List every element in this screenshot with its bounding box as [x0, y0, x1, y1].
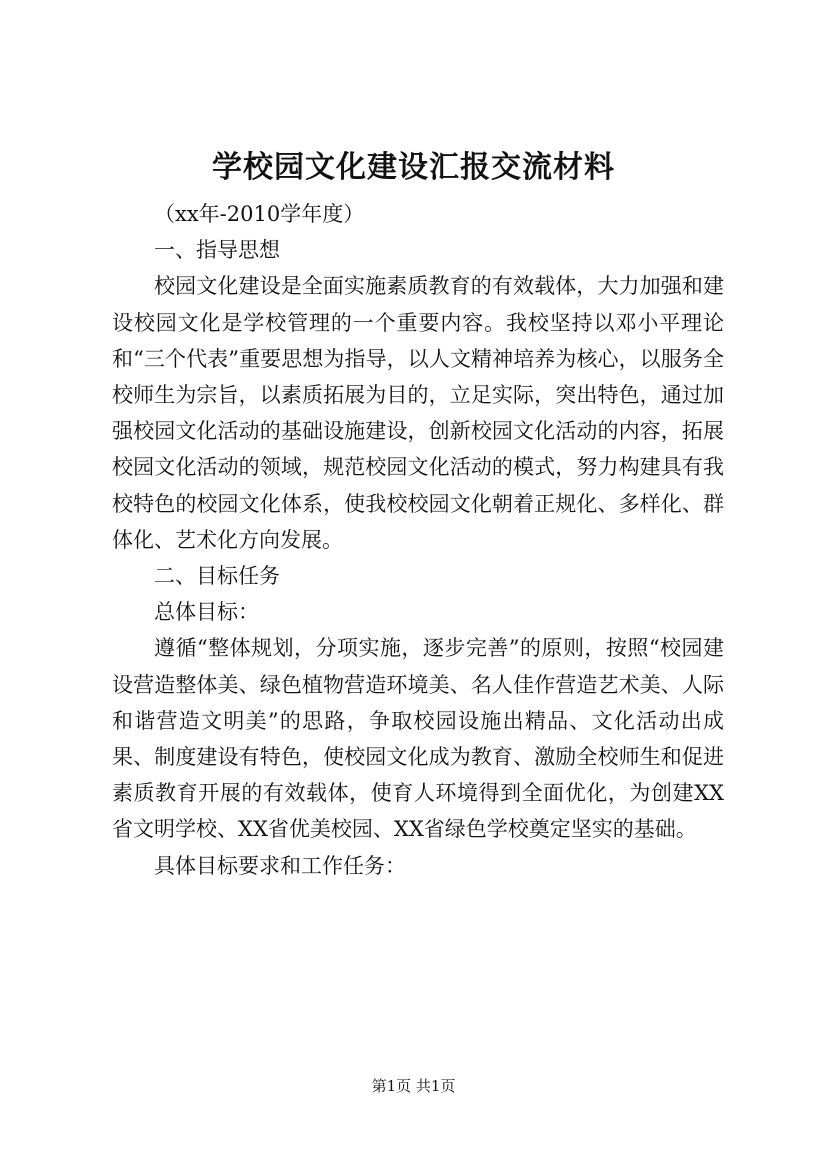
subheading-overall-goal: 总体目标： [154, 600, 259, 625]
document-title: 学校园文化建设汇报交流材料 [212, 150, 615, 185]
school-year-subtitle: （xx年-2010学年度） [154, 202, 365, 226]
section-heading-guiding-thought: 一、指导思想 [154, 238, 280, 263]
body-paragraph: 遵循“整体规划，分项实施，逐步完善”的原则，按照“校园建设营造整体美、绿色植物营造环境美、名人佳作营造艺术美、人际和谐营造文明美”的思路，争取校园设施出精品、文化活动出成果、制度建设有特色，使校园文化成为教育、激励全校师生和促进素质教育开展的有效载体，使育人环境得到全面优化，为创建XX省文明学校、XX省优美校园、XX省绿色学校奠定坚实的基础。 [112, 636, 724, 842]
document-body [112, 196, 724, 884]
page-footer: 第1页 共1页 [371, 1077, 456, 1095]
section-heading-goals-tasks: 二、目标任务 [154, 564, 280, 589]
body-paragraph: 校园文化建设是全面实施素质教育的有效载体，大力加强和建设校园文化是学校管理的一个重要内容。我校坚持以邓小平理论和“三个代表”重要思想为指导，以人文精神培养为核心，以服务全校师生为宗旨，以素质拓展为目的，立足实际，突出特色，通过加强校园文化活动的基础设施建设，创新校园文化活动的内容，拓展校园文化活动的领域，规范校园文化活动的模式，努力构建具有我校特色的校园文化体系，使我校校园文化朝着正规化、多样化、群体化、艺术化方向发展。 [112, 274, 724, 552]
subheading-specific-goals: 具体目标要求和工作任务： [154, 853, 406, 878]
